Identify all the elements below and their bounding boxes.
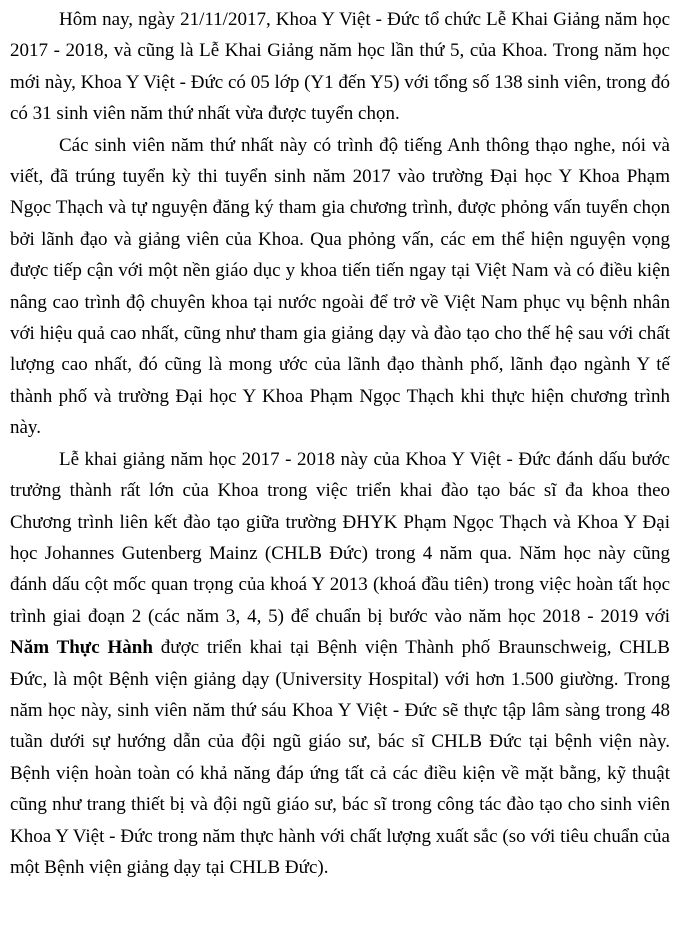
paragraph-first-year-students	[10, 130, 670, 444]
paragraph-1-text: Hôm nay, ngày 21/11/2017, Khoa Y Việt - Đức tổ chức Lễ Khai Giảng năm học 2017 - 2018, và cũng là Lễ Khai Giảng năm học lần thứ 5, của Khoa. Trong năm học mới này, Khoa Y Việt - Đức có 05 lớp (Y1 đến Y5) với tổng số 138 sinh viên, trong đó có 31 sinh viên năm thứ nhất vừa được tuyển chọn.	[10, 9, 670, 125]
paragraph-2-text: Các sinh viên năm thứ nhất này có trình độ tiếng Anh thông thạo nghe, nói và viết, đã trúng tuyển kỳ thi tuyển sinh năm 2017 vào trường Đại học Y Khoa Phạm Ngọc Thạch và tự nguyện đăng ký tham gia chương trình, được phỏng vấn tuyển chọn bởi lãnh đạo và giảng viên của Khoa. Qua phỏng vấn, các em thể hiện nguyện vọng được tiếp cận với một nền giáo dục y khoa tiến tiến ngay tại Việt Nam và có điều kiện nâng cao trình độ chuyên khoa tại nước ngoài để trở về Việt Nam phục vụ bệnh nhân với hiệu quả cao nhất, cũng như tham gia giảng dạy và đào tạo cho thế hệ sau với chất lượng cao nhất, đó cũng là mong ước của lãnh đạo thành phố, lãnh đạo ngành Y tế thành phố và trường Đại học Y Khoa Phạm Ngọc Thạch khi thực hiện chương trình này.	[10, 134, 670, 439]
paragraph-opening-ceremony	[10, 4, 670, 130]
paragraph-3-text-start: Lễ khai giảng năm học 2017 - 2018 này của Khoa Y Việt - Đức đánh dấu bước trưởng thành rất lớn của Khoa trong việc triển khai đào tạo bác sĩ đa khoa theo Chương trình liên kết đào tạo giữa trường ĐHYK Phạm Ngọc Thạch và Khoa Y Đại học Johannes Gutenberg Mainz (CHLB Đức) trong 4 năm qua. Năm học này cũng đánh dấu cột mốc quan trọng của khoá Y 2013 (khoá đầu tiên) trong việc hoàn tất học trình giai đoạn 2 (các năm 3, 4, 5) để chuẩn bị bước vào năm học 2018 - 2019 với	[10, 448, 670, 627]
paragraph-program-milestone	[10, 444, 670, 884]
paragraph-3-text-end: được triển khai tại Bệnh viện Thành phố Braunschweig, CHLB Đức, là một Bệnh viện giảng dạy (University Hospital) với hơn 1.500 giường. Trong năm học này, sinh viên năm thứ sáu Khoa Y Việt - Đức sẽ thực tập lâm sàng trong 48 tuần dưới sự hướng dẫn của đội ngũ giáo sư, bác sĩ CHLB Đức tại bệnh viện này. Bệnh viện hoàn toàn có khả năng đáp ứng tất cả các điều kiện về mặt bằng, kỹ thuật cũng như trang thiết bị và đội ngũ giáo sư, bác sĩ trong công tác đào tạo cho sinh viên Khoa Y Việt - Đức trong năm thực hành với chất lượng xuất sắc (so với tiêu chuẩn của một Bệnh viện giảng dạy tại CHLB Đức).	[10, 637, 670, 878]
paragraph-3-bold-phrase: Năm Thực Hành	[10, 637, 153, 659]
